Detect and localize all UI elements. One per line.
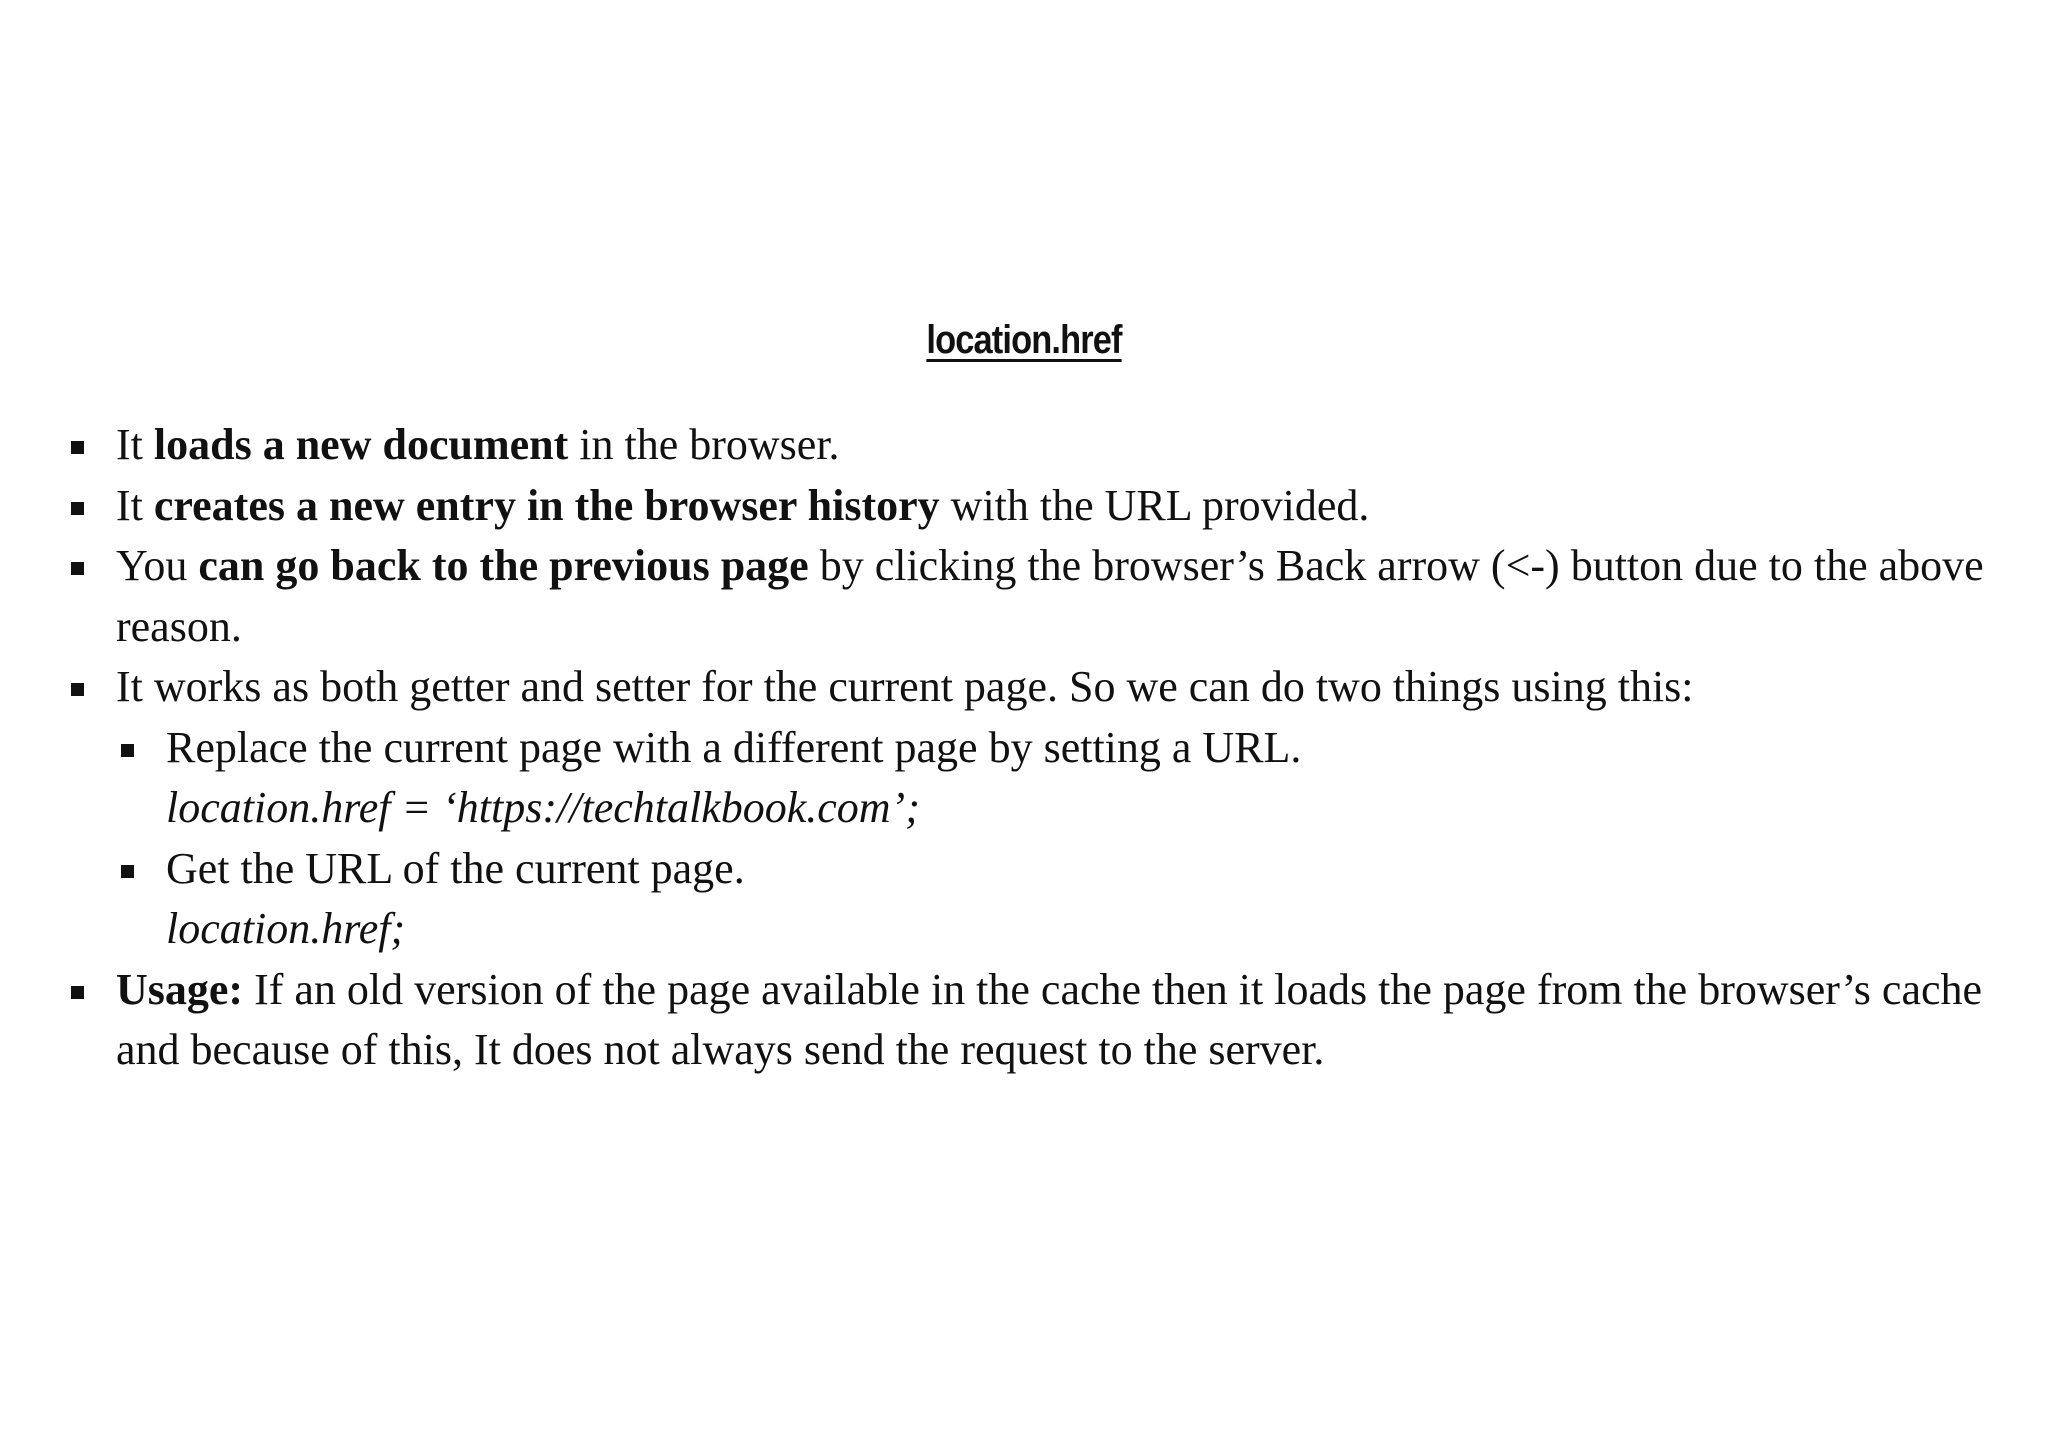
list-item	[66, 415, 2016, 476]
list-item	[66, 657, 2016, 960]
list-item	[66, 536, 2016, 657]
item-text-pre: You	[116, 541, 199, 590]
square-bullet-icon	[121, 744, 134, 757]
sub-list-item	[116, 718, 2016, 839]
sub-list-item	[116, 839, 2016, 960]
item-text-bold: creates a new entry in the browser history	[153, 480, 940, 530]
square-bullet-icon	[71, 562, 84, 575]
item-text-pre: It	[116, 420, 154, 469]
title-text: location.href	[926, 318, 1122, 362]
list-item	[66, 476, 2016, 537]
item-text-bold: can go back to the previous page	[198, 541, 809, 590]
code-snippet: location.href = ‘https://techtalkbook.com’;	[166, 783, 920, 832]
list-item	[66, 960, 2016, 1081]
item-text-bold: loads a new document	[153, 420, 569, 469]
item-text-post: in the browser.	[568, 420, 840, 469]
item-text-post: If an old version of the page available in the cache then it loads the page from the browser’s cache and because of this, It does not always send the request to the server.	[116, 964, 1983, 1074]
item-text-post: with the URL provided.	[939, 480, 1370, 530]
sub-bullet-list	[116, 718, 2016, 960]
bullet-list-container	[66, 415, 2016, 1081]
bullet-list	[66, 415, 2016, 1081]
item-text: It works as both getter and setter for the current page. So we can do two things using this:	[116, 662, 1694, 711]
code-snippet: location.href;	[166, 904, 406, 953]
square-bullet-icon	[121, 865, 134, 878]
square-bullet-icon	[71, 986, 84, 999]
square-bullet-icon	[71, 502, 84, 515]
square-bullet-icon	[71, 441, 84, 454]
sub-item-text: Get the URL of the current page.	[166, 843, 745, 893]
item-text-bold: Usage:	[116, 964, 244, 1014]
item-text-post: by clicking the browser’s Back arrow (<-) button due to the above reason.	[116, 541, 1984, 651]
sub-item-text: Replace the current page with a different page by setting a URL.	[166, 722, 1302, 772]
page-title	[143, 312, 1904, 368]
square-bullet-icon	[71, 683, 84, 696]
item-text-pre: It	[116, 480, 154, 530]
